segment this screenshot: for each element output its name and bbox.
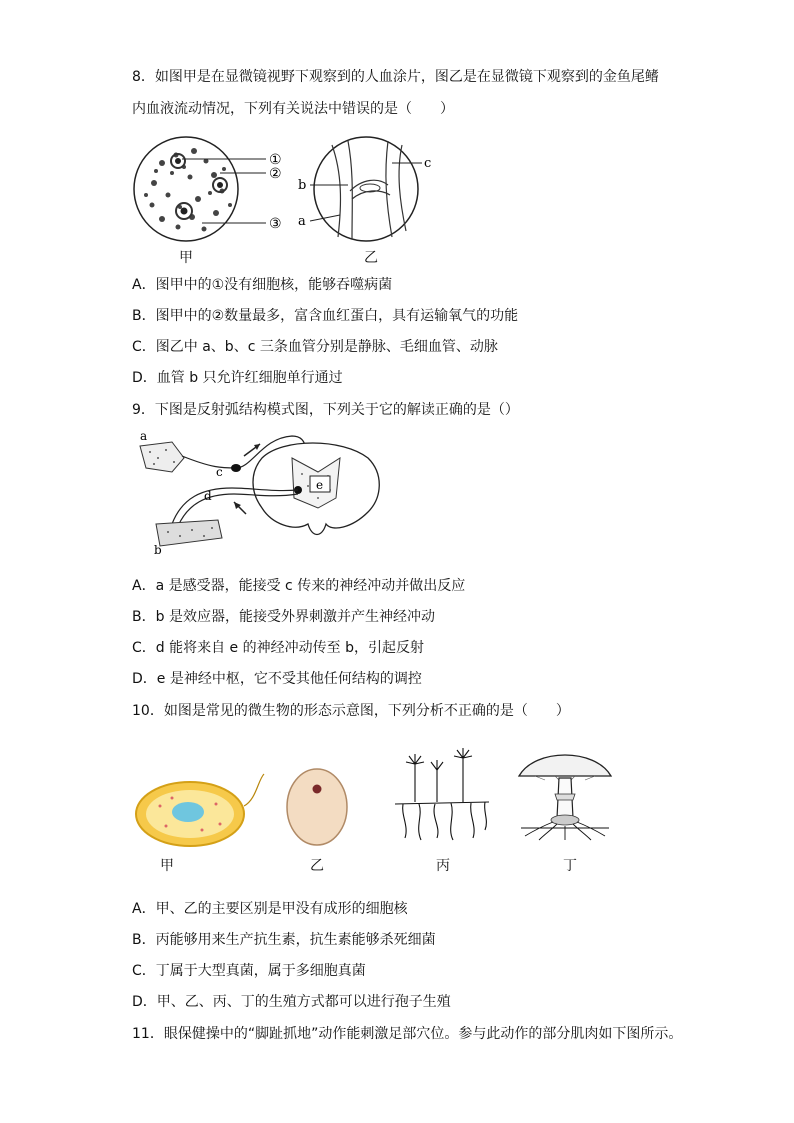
q10-bacterium-figure: [132, 770, 272, 850]
q10-caption-jia: 甲: [160, 858, 174, 874]
q8-stem-line2: 内血液流动情况，下列有关说法中错误的是（ ）: [132, 101, 454, 117]
q9-label-a: a: [140, 429, 148, 443]
q8-option-b: B．图甲中的②数量最多，富含血红蛋白，具有运输氧气的功能: [132, 308, 519, 324]
q10-stem: 10．如图是常见的微生物的形态示意图，下列分析不正确的是（ ）: [132, 703, 570, 719]
q9-label-d: d: [204, 489, 212, 503]
q10-yeast-figure: [285, 767, 349, 847]
q8-label-1: ①: [269, 152, 282, 168]
q10-mushroom-figure: [515, 746, 615, 842]
q8-option-c: C．图乙中 a、b、c 三条血管分别是静脉、毛细血管、动脉: [132, 339, 498, 355]
q9-label-e: e: [316, 478, 324, 492]
q9-option-a: A．a 是感受器，能接受 c 传来的神经冲动并做出反应: [132, 578, 466, 594]
q10-option-a: A．甲、乙的主要区别是甲没有成形的细胞核: [132, 901, 408, 917]
q9-option-c: C．d 能将来自 e 的神经冲动传至 b，引起反射: [132, 640, 424, 656]
q8-blood-smear-figure: [132, 133, 292, 245]
q10-caption-bing: 丙: [436, 858, 450, 874]
q9-option-b: B．b 是效应器，能接受外界刺激并产生神经冲动: [132, 609, 435, 625]
q8-stem-line1: 8．如图甲是在显微镜视野下观察到的人血涂片，图乙是在显微镜下观察到的金鱼尾鳍: [132, 69, 659, 85]
q8-option-d: D．血管 b 只允许红细胞单行通过: [132, 370, 343, 386]
q9-reflex-arc-figure: [132, 428, 392, 560]
q10-option-b: B．丙能够用来生产抗生素，抗生素能够杀死细菌: [132, 932, 436, 948]
q9-stem: 9．下图是反射弧结构模式图，下列关于它的解读正确的是（）: [132, 402, 519, 418]
q10-caption-ding: 丁: [563, 858, 577, 874]
q9-option-d: D．e 是神经中枢，它不受其他任何结构的调控: [132, 671, 422, 687]
q8-label-3: ③: [269, 216, 282, 232]
q10-option-d: D．甲、乙、丙、丁的生殖方式都可以进行孢子生殖: [132, 994, 451, 1010]
q8-label-c: c: [424, 156, 432, 171]
q10-option-c: C．丁属于大型真菌，属于多细胞真菌: [132, 963, 366, 979]
q9-label-b: b: [154, 543, 162, 557]
q10-caption-yi: 乙: [310, 858, 324, 874]
q8-label-b: b: [298, 178, 307, 193]
q8-caption-yi: 乙: [364, 250, 378, 266]
q8-fin-vessel-figure: [292, 133, 442, 245]
q8-caption-jia: 甲: [179, 250, 193, 266]
q9-label-c: c: [216, 465, 223, 479]
q8-label-a: a: [298, 214, 306, 229]
q11-stem: 11．眼保健操中的“脚趾抓地”动作能刺激足部穴位。参与此动作的部分肌肉如下图所示。: [132, 1026, 683, 1042]
q10-mold-figure: [385, 746, 495, 842]
q8-label-2: ②: [269, 166, 282, 182]
q8-option-a: A．图甲中的①没有细胞核，能够吞噬病菌: [132, 277, 393, 293]
